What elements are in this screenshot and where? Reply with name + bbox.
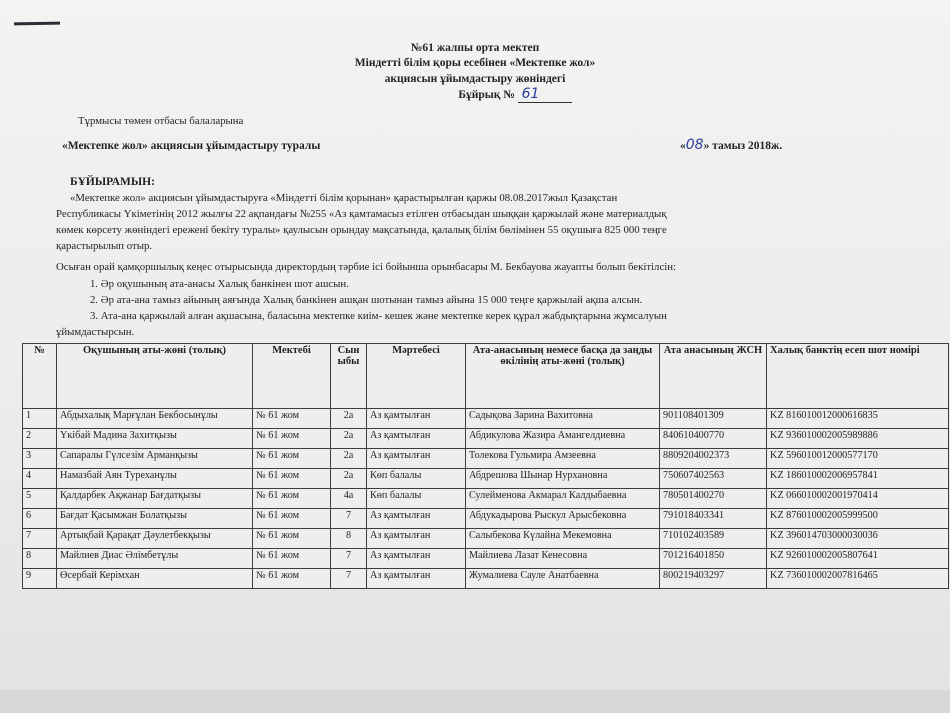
topic-title: «Мектепке жол» акциясын ұйымдастыру туралы [62, 140, 321, 152]
order-label: Бұйрық № [458, 89, 515, 101]
date-day: 08 [685, 137, 704, 153]
col-parent: Ата-анасының немесе басқа да заңды өкілінің аты-жөні (толық) [466, 344, 660, 409]
order-item-1: 1. Әр оқушының ата-анасы Халық банкінен шот ашсын. [90, 278, 349, 290]
col-iin: Ата анасының ЖСН [660, 344, 767, 409]
paragraph-line: көмек көрсету жөніндегі ережені бекіту туралы» қаулысын орындау мақсатында, қалалық білім бөлімінен 55 оқушыға 825 000 теңге [56, 224, 667, 236]
paragraph-line: Республикасы Үкіметінің 2012 жылғы 22 ақпандағы №255 «Аз қамтамасыз етілген отбасыдан шыққан қаржылай және материалдық [56, 208, 667, 220]
intro-line: Осыған орай қамқоршылық кеңес отырысында директордың тәрбие ісі бойынша орынбасары М. Бекбауова жауапты болып бекітілсін: [56, 261, 677, 273]
pen-mark [14, 22, 60, 26]
body-heading: БҰЙЫРАМЫН: [70, 176, 155, 188]
fund-line: Міндетті білім қоры есебінен «Мектепке жол» [354, 57, 596, 69]
col-account: Халық банктің есеп шот номірі [767, 344, 949, 409]
col-name: Оқушының аты-жөні (толық) [57, 344, 253, 409]
table-row: 1 Абдыхалық Марғұлан Бекбосынұлы № 61 жом 2а Аз қамтылған Садықова Зарина Вахитовна 901108401309 KZ 816010012000616835 [23, 409, 949, 429]
order-item-2: 2. Әр ата-ана тамыз айының аяғында Халық банкінен ашқан шотынан тамыз айына 15 000 теңге қаржылай ақша алсын. [90, 294, 643, 306]
table-row: 8 Майлиев Диас Әлімбетұлы № 61 жом 7 Аз қамтылған Майлиева Лазат Кенесовна 701216401850 KZ 926010002005807641 [23, 549, 949, 569]
campaign-line: акциясын ұйымдастыру жөніндегі [384, 73, 566, 85]
order-date: «08» тамыз 2018ж. [680, 137, 783, 153]
page-bottom-edge [0, 690, 950, 713]
col-num: № [23, 344, 57, 409]
order-line [40, 86, 950, 103]
order-number: 61 [518, 86, 572, 103]
paragraph-line: «Мектепке жол» акциясын ұйымдастыруға «Міндетті білім қорынан» қарастырылған қаржы 08.08.2017жыл Қазақстан [70, 192, 618, 204]
paragraph-line: қарастырылып отыр. [56, 240, 153, 252]
col-grade: Сыныбы [331, 344, 367, 409]
table-row: 5 Қалдарбек Ақжанар Бағдатқызы № 61 жом 4а Көп балалы Сулейменова Акмарал Калдыбаевна 780501400270 KZ 066010002001970414 [23, 489, 949, 509]
col-status: Мәртебесі [367, 344, 466, 409]
table-row: 7 Артықбай Қарақат Дәулетбекқызы № 61 жом 8 Аз қамтылған Салыбекова Күлайна Мекемовна 710102403589 KZ 396014703000030036 [23, 529, 949, 549]
students-table [22, 343, 949, 589]
order-item-3: 3. Ата-ана қаржылай алған ақшасына, баласына мектепке киім- кешек және мектепке керек құрал жабдықтарына жұмсалуын [90, 310, 667, 322]
table-row: 9 Өсербай Керімхан № 61 жом 7 Аз қамтылған Жумалиева Сауле Анатбаевна 800219403297 KZ 736010002007816465 [23, 569, 949, 589]
table-row: 4 Намазбай Аян Туреханұлы № 61 жом 2а Көп балалы Абдрешова Шынар Нурхановна 750607402563 KZ 186010002006957841 [23, 469, 949, 489]
table-row: 6 Бағдат Қасымжан Болатқызы № 61 жом 7 Аз қамтылған Абдукадырова Рыскул Арысбековна 791018403341 KZ 876010002005999500 [23, 509, 949, 529]
order-item-3-cont: ұйымдастырсын. [56, 326, 135, 338]
col-school: Мектебі [253, 344, 331, 409]
table-row: 2 Үкібай Мадина Захитқызы № 61 жом 2а Аз қамтылған Абдикулова Жазира Амангелдиевна 840610400770 KZ 936010002005989886 [23, 429, 949, 449]
table-row: 3 Сапаралы Гүлсезім Арманқызы № 61 жом 2а Аз қамтылған Толекова Гульмира Амзеевна 8809204002373 KZ 596010012000577170 [23, 449, 949, 469]
subtitle: Тұрмысы төмен отбасы балаларына [78, 115, 244, 127]
table-header-row [23, 344, 949, 409]
school-title: №61 жалпы орта мектеп [410, 42, 540, 54]
